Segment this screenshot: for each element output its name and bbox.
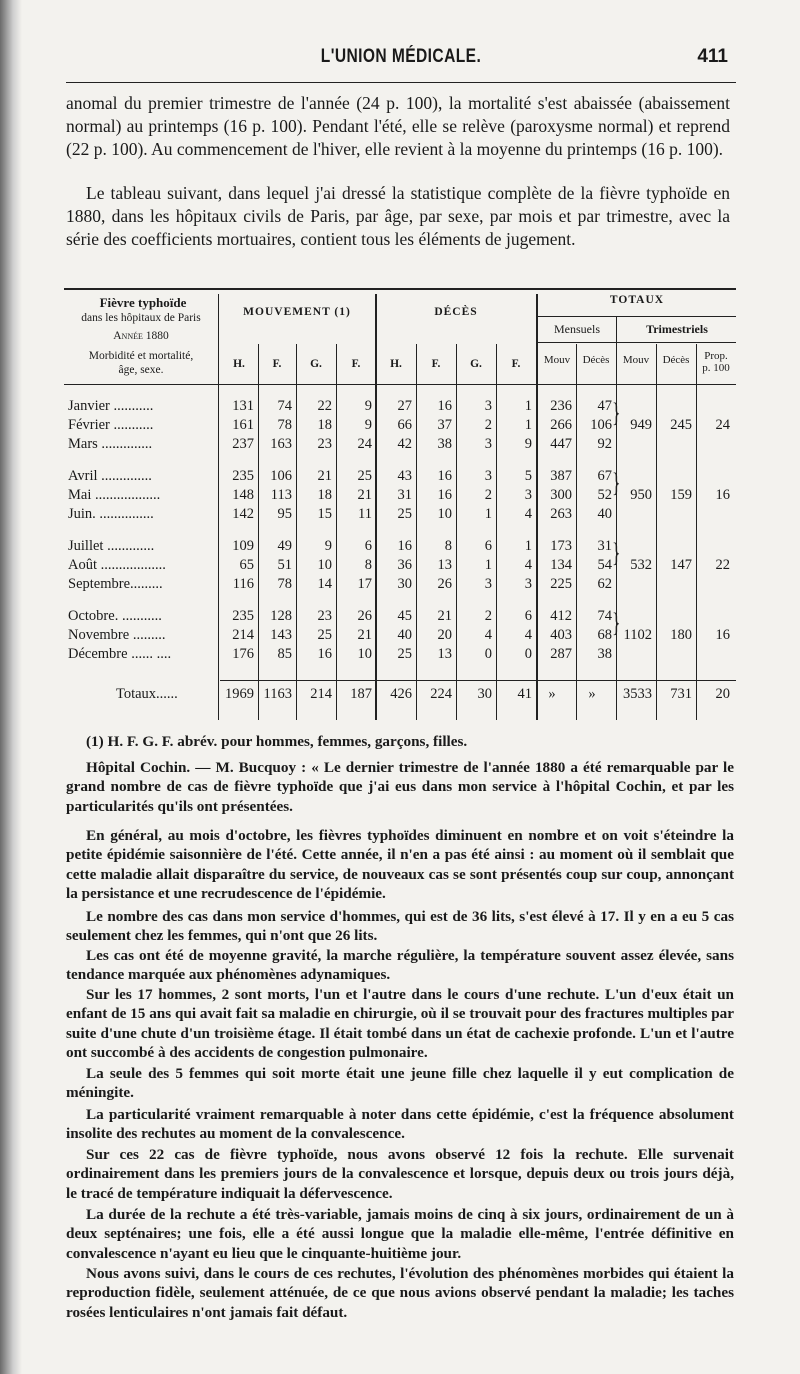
table-cell: 25 <box>317 627 332 643</box>
table-cell: 42 <box>397 436 412 452</box>
table-cell: 3 <box>484 468 492 484</box>
header-totaux: TOTAUX <box>609 294 665 306</box>
table-cell: 15 <box>317 506 332 522</box>
caption-sub: dans les hôpitaux de Paris <box>81 312 201 324</box>
caption-title: Fièvre typhoïde <box>99 295 187 310</box>
table-cell: 10 <box>317 557 332 573</box>
col-mouv-t: Mouv <box>622 354 650 366</box>
totals-cell: » <box>588 686 596 702</box>
row-label: Mars .............. <box>68 436 153 452</box>
table-cell: 131 <box>232 398 254 414</box>
row-label: Août .................. <box>68 557 166 573</box>
table-cell: 10 <box>437 506 452 522</box>
table-cell: 40 <box>597 506 612 522</box>
table-cell: 54 <box>597 557 612 573</box>
table-cell: 27 <box>397 398 412 414</box>
table-cell: 412 <box>550 608 572 624</box>
table-cell: 21 <box>357 627 372 643</box>
table-cell: 109 <box>232 538 254 554</box>
table-cell: 113 <box>270 487 292 503</box>
table-cell: 237 <box>232 436 254 452</box>
table-cell: 78 <box>277 576 292 592</box>
table-cell: 1 <box>524 538 532 554</box>
table-cell: 95 <box>277 506 292 522</box>
col-df2: F. <box>511 358 521 370</box>
table-cell: 9 <box>524 436 532 452</box>
quarter-brace: } <box>612 606 621 638</box>
table-cell: 21 <box>317 468 332 484</box>
table-cell: 0 <box>524 646 532 662</box>
table-cell: 20 <box>437 627 452 643</box>
table-cell: 65 <box>239 557 254 573</box>
totaux-rule <box>538 316 736 317</box>
table-cell: 3 <box>484 436 492 452</box>
header-mensuels: Mensuels <box>554 322 600 336</box>
quarter-mouv: 1102 <box>623 627 652 643</box>
row-label: Janvier ........... <box>68 398 154 414</box>
table-cell: 62 <box>597 576 612 592</box>
table-cell: 25 <box>397 646 412 662</box>
intro-paragraph-1: anomal du premier trimestre de l'année (24 p. 100), la mortalité s'est abaissée (abaissement normal) au printemps (16 p. 100). Pendant l'été, elle se relève (paroxysme normal) et reprend (22 p. 100). Au commencement de l'hiver, elle revient à la moyenne du printemps (16 p. 100). <box>66 93 730 160</box>
table-cell: 18 <box>317 417 332 433</box>
table-cell: 31 <box>397 487 412 503</box>
table-cell: 9 <box>324 538 332 554</box>
quarter-prop: 22 <box>715 557 730 573</box>
table-cell: 22 <box>317 398 332 414</box>
table-cell: 13 <box>437 557 452 573</box>
col-deces-m: Décès <box>582 354 610 366</box>
vline <box>616 316 617 720</box>
body-paragraph: Hôpital Cochin. — M. Bucquoy : « Le dernier trimestre de l'année 1880 a été remarquable par le grand nombre de cas de fièvre typhoïde que j'ai eus dans mon service à l'hôpital Cochin, et par les particularités qu'ils ont présentées. <box>66 759 734 815</box>
body-paragraph: Sur les 17 hommes, 2 sont morts, l'un et l'autre dans le cours d'une rechute. L'un d'eux était un enfant de 15 ans qui avait fait sa maladie en chirurgie, où il se trouvait pour des fractures multiples par suite d'une chute d'un troisième étage. Il était tombé dans un état de cachexie profonde. L'un et l'autre ont succombé à des accidents de congestion pulmonaire. <box>66 986 734 1062</box>
table-cell: 10 <box>357 646 372 662</box>
table-cell: 11 <box>358 506 372 522</box>
table-cell: 85 <box>277 646 292 662</box>
table-cell: 36 <box>397 557 412 573</box>
table-cell: 30 <box>397 576 412 592</box>
table-cell: 43 <box>397 468 412 484</box>
table-cell: 25 <box>357 468 372 484</box>
table-cell: 2 <box>484 487 492 503</box>
col-h: H. <box>233 358 245 370</box>
table-cell: 214 <box>232 627 254 643</box>
table-cell: 300 <box>550 487 572 503</box>
totals-cell: 187 <box>350 686 372 702</box>
table-cell: 161 <box>232 417 254 433</box>
totals-cell: 41 <box>517 686 532 702</box>
col-f: F. <box>272 358 282 370</box>
quarter-brace: } <box>612 466 621 498</box>
quarter-deces: 159 <box>670 487 692 503</box>
row-label: Décembre ...... .... <box>68 646 172 662</box>
caption-year: Année 1880 <box>113 330 169 342</box>
body-paragraph: Les cas ont été de moyenne gravité, la marche régulière, la température souvent assez élevée, sans tendance marquée aux phénomènes adynamiques. <box>66 947 734 984</box>
table-cell: 66 <box>397 417 412 433</box>
quarter-brace: } <box>612 396 621 428</box>
table-cell: 68 <box>597 627 612 643</box>
table-cell: 23 <box>317 608 332 624</box>
table-cell: 6 <box>364 538 372 554</box>
table-cell: 31 <box>597 538 612 554</box>
table-cell: 176 <box>232 646 254 662</box>
body-paragraph: Le nombre des cas dans mon service d'hommes, qui est de 36 lits, s'est élevé à 17. Il y en a eu 5 cas seulement chez les femmes, qui n'ont que 26 lits. <box>66 908 734 945</box>
quarter-deces: 147 <box>670 557 692 573</box>
table-cell: 116 <box>232 576 254 592</box>
table-cell: 0 <box>484 646 492 662</box>
row-label: Octobre. ........... <box>68 608 162 624</box>
table-cell: 3 <box>524 576 532 592</box>
table-cell: 16 <box>437 398 452 414</box>
table-cell: 2 <box>484 608 492 624</box>
table-cell: 38 <box>597 646 612 662</box>
table-cell: 3 <box>524 487 532 503</box>
table-cell: 8 <box>364 557 372 573</box>
table-cell: 5 <box>524 468 532 484</box>
table-cell: 26 <box>357 608 372 624</box>
totals-label: Totaux...... <box>116 686 178 702</box>
body-paragraph: La durée de la rechute a été très-variable, jamais moins de cinq à six jours, ordinairement de un à deux septénaires; une fois, elle a été aussi longue que la maladie elle-même, l'entrée définitive en convalescence n'ayant eu lieu que le cinquante-huitième jour. <box>66 1206 734 1262</box>
totals-cell: 224 <box>430 686 452 702</box>
row-label: Novembre ......... <box>68 627 166 643</box>
body-paragraph: La seule des 5 femmes qui soit morte était une jeune fille chez laquelle il y eut complication de méningite. <box>66 1065 734 1102</box>
table-cell: 142 <box>232 506 254 522</box>
caption-desc-2: âge, sexe. <box>118 364 164 376</box>
header-rule <box>66 82 736 83</box>
table-cell: 225 <box>550 576 572 592</box>
table-cell: 9 <box>364 417 372 433</box>
table-cell: 49 <box>277 538 292 554</box>
table-cell: 78 <box>277 417 292 433</box>
quarter-mouv: 950 <box>630 487 652 503</box>
row-label: Mai .................. <box>68 487 161 503</box>
footnote: (1) H. F. G. F. abrév. pour hommes, femmes, garçons, filles. <box>86 733 468 750</box>
table-cell: 2 <box>484 417 492 433</box>
page-number: 411 <box>697 46 728 67</box>
table-cell: 24 <box>357 436 372 452</box>
running-header <box>66 46 736 76</box>
intro-paragraph-2: Le tableau suivant, dans lequel j'ai dressé la statistique complète de la fièvre typhoïde en 1880, dans les hôpitaux civils de Paris, par âge, par sexe, par mois et par trimestre, avec la série des coefficients mortuaires, contient tous les éléments de jugement. <box>66 183 730 250</box>
table-cell: 14 <box>317 576 332 592</box>
statistics-table <box>64 288 736 720</box>
totals-cell: » <box>548 686 556 702</box>
table-cell: 16 <box>397 538 412 554</box>
col-prop-unit: p. 100 <box>702 362 730 374</box>
table-cell: 266 <box>550 417 572 433</box>
vline <box>696 344 697 720</box>
table-cell: 74 <box>277 398 292 414</box>
table-cell: 45 <box>397 608 412 624</box>
body-paragraph: En général, au mois d'octobre, les fièvres typhoïdes diminuent en nombre et on voit s'éteindre la petite épidémie saisonnière de l'été. Cette année, il n'en a pas été ainsi : au moment où il semblait que cette maladie allait disparaître du service, de nouveaux cas se sont présentés coup sur coup, annonçant la persistance et une recrudescence de l'épidémie. <box>66 827 734 903</box>
table-cell: 128 <box>270 608 292 624</box>
table-cell: 52 <box>597 487 612 503</box>
header-bottom-rule <box>64 384 736 385</box>
table-cell: 4 <box>484 627 492 643</box>
table-cell: 148 <box>232 487 254 503</box>
table-cell: 263 <box>550 506 572 522</box>
col-mouv-m: Mouv <box>543 354 571 366</box>
table-cell: 16 <box>317 646 332 662</box>
col-dg: G. <box>470 358 482 370</box>
quarter-prop: 16 <box>715 627 730 643</box>
totals-cell: 30 <box>477 686 492 702</box>
table-cell: 4 <box>524 627 532 643</box>
table-cell: 287 <box>550 646 572 662</box>
row-label: Juin. ............... <box>68 506 154 522</box>
totals-cell: 214 <box>310 686 332 702</box>
table-cell: 163 <box>270 436 292 452</box>
row-label: Juillet ............. <box>68 538 155 554</box>
table-cell: 21 <box>357 487 372 503</box>
quarter-brace: } <box>612 536 621 568</box>
header-mouvement: MOUVEMENT (1) <box>243 306 351 318</box>
table-cell: 387 <box>550 468 572 484</box>
quarter-mouv: 949 <box>630 417 652 433</box>
table-cell: 25 <box>397 506 412 522</box>
table-cell: 9 <box>364 398 372 414</box>
table-cell: 37 <box>437 417 452 433</box>
table-cell: 47 <box>597 398 612 414</box>
table-cell: 17 <box>357 576 372 592</box>
table-cell: 1 <box>484 506 492 522</box>
col-prop: Prop. <box>704 350 728 362</box>
table-cell: 1 <box>524 417 532 433</box>
body-paragraph: La particularité vraiment remarquable à noter dans cette épidémie, c'est la fréquence absolument insolite des rechutes au moment de la convalescence. <box>66 1106 734 1143</box>
header-trimestriels: Trimestriels <box>646 322 708 336</box>
table-cell: 4 <box>524 506 532 522</box>
header-deces: DÉCÈS <box>434 306 478 318</box>
table-cell: 235 <box>232 608 254 624</box>
vline <box>656 344 657 720</box>
table-cell: 3 <box>484 576 492 592</box>
table-cell: 6 <box>484 538 492 554</box>
table-cell: 134 <box>550 557 572 573</box>
col-df: F. <box>431 358 441 370</box>
col-dh: H. <box>390 358 402 370</box>
table-cell: 21 <box>437 608 452 624</box>
table-cell: 16 <box>437 487 452 503</box>
table-cell: 8 <box>444 538 452 554</box>
quarter-prop: 16 <box>715 487 730 503</box>
body-paragraph: Nous avons suivi, dans le cours de ces rechutes, l'évolution des phénomènes morbides qui étaient la reproduction fidèle, seulement atténuée, de ce que nous avions observé pendant la maladie; les taches rosées lenticulaires n'ont jamais fait défaut. <box>66 1265 734 1321</box>
body-paragraph: Sur ces 22 cas de fièvre typhoïde, nous avons observé 12 fois la rechute. Elle survenait ordinairement dans les premiers jours de la convalescence et lorsque, depuis deux ou trois jours déjà, le tracé de température indiquait la défervescence. <box>66 1146 734 1202</box>
table-cell: 18 <box>317 487 332 503</box>
quarter-mouv: 532 <box>630 557 652 573</box>
quarter-deces: 180 <box>670 627 692 643</box>
table-cell: 1 <box>484 557 492 573</box>
table-cell: 1 <box>524 398 532 414</box>
col-deces-t: Décès <box>662 354 690 366</box>
totals-cell: 1969 <box>225 686 254 702</box>
table-cell: 236 <box>550 398 572 414</box>
table-cell: 92 <box>597 436 612 452</box>
totals-cell: 20 <box>715 686 730 702</box>
table-cell: 74 <box>597 608 612 624</box>
subtotal-rule <box>538 342 736 343</box>
table-cell: 106 <box>270 468 292 484</box>
table-cell: 23 <box>317 436 332 452</box>
page-edge-shadow <box>0 0 22 1374</box>
table-cell: 67 <box>597 468 612 484</box>
table-cell: 6 <box>524 608 532 624</box>
table-cell: 40 <box>397 627 412 643</box>
row-label: Février ........... <box>68 417 154 433</box>
journal-title: L'UNION MÉDICALE. <box>320 46 482 67</box>
table-top-rule <box>64 288 736 290</box>
table-cell: 447 <box>550 436 572 452</box>
col-f2: F. <box>351 358 361 370</box>
table-cell: 143 <box>270 627 292 643</box>
table-cell: 235 <box>232 468 254 484</box>
table-cell: 13 <box>437 646 452 662</box>
quarter-prop: 24 <box>715 417 730 433</box>
totals-cell: 426 <box>390 686 412 702</box>
table-cell: 403 <box>550 627 572 643</box>
table-cell: 38 <box>437 436 452 452</box>
col-g: G. <box>310 358 322 370</box>
totals-rule <box>220 680 736 681</box>
caption-desc-1: Morbidité et mortalité, <box>88 350 194 362</box>
table-cell: 3 <box>484 398 492 414</box>
totals-cell: 3533 <box>623 686 652 702</box>
table-cell: 26 <box>437 576 452 592</box>
table-cell: 51 <box>277 557 292 573</box>
table-cell: 4 <box>524 557 532 573</box>
totals-cell: 1163 <box>263 686 292 702</box>
table-cell: 173 <box>550 538 572 554</box>
row-label: Avril .............. <box>68 468 152 484</box>
quarter-deces: 245 <box>670 417 692 433</box>
table-cell: 16 <box>437 468 452 484</box>
table-cell: 106 <box>590 417 612 433</box>
row-label: Septembre......... <box>68 576 163 592</box>
totals-cell: 731 <box>670 686 692 702</box>
